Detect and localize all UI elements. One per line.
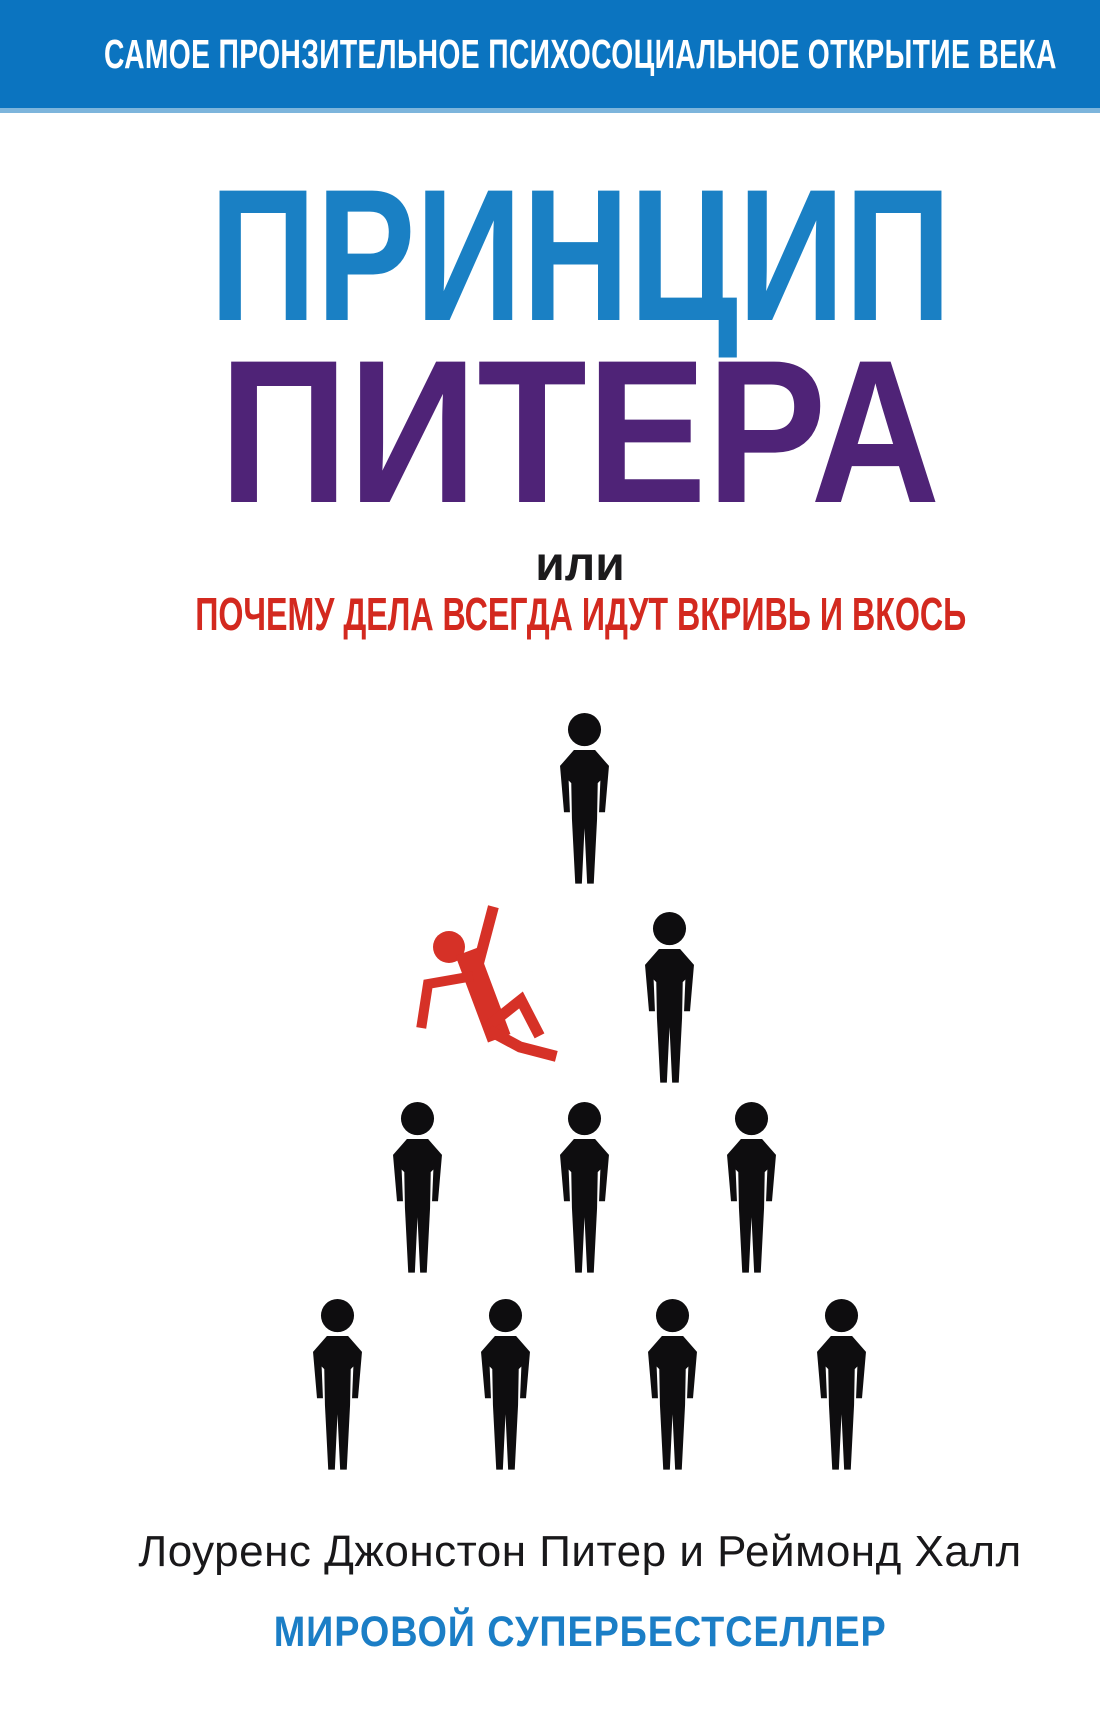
banner-tagline: САМОЕ ПРОНЗИТЕЛЬНОЕ ПСИХОСОЦИАЛЬНОЕ ОТКРЫТИЕ ВЕКА bbox=[103, 30, 1057, 77]
standing-person-icon bbox=[384, 1102, 451, 1274]
standing-person-icon bbox=[304, 1299, 371, 1471]
standing-person-icon bbox=[551, 1102, 618, 1274]
connector-word: или bbox=[535, 538, 625, 591]
falling-person-icon bbox=[408, 905, 558, 1065]
footer-tagline-text: МИРОВОЙ СУПЕРБЕСТСЕЛЛЕР bbox=[273, 1608, 887, 1656]
title-line-2-text: ПИТЕРА bbox=[219, 318, 941, 546]
subtitle-text: ПОЧЕМУ ДЕЛА ВСЕГДА ИДУТ ВКРИВЬ И ВКОСЬ bbox=[195, 588, 967, 640]
title-line-1-text: ПРИНЦИП bbox=[209, 150, 951, 360]
footer-tagline bbox=[30, 1608, 1100, 1656]
standing-person-icon bbox=[639, 1299, 706, 1471]
authors-line: Лоуренс Джонстон Питер и Реймонд Халл bbox=[138, 1527, 1022, 1576]
standing-person-icon bbox=[551, 713, 618, 885]
standing-person-icon bbox=[472, 1299, 539, 1471]
standing-person-icon bbox=[718, 1102, 785, 1274]
standing-person-icon bbox=[808, 1299, 875, 1471]
standing-person-icon bbox=[636, 912, 703, 1084]
